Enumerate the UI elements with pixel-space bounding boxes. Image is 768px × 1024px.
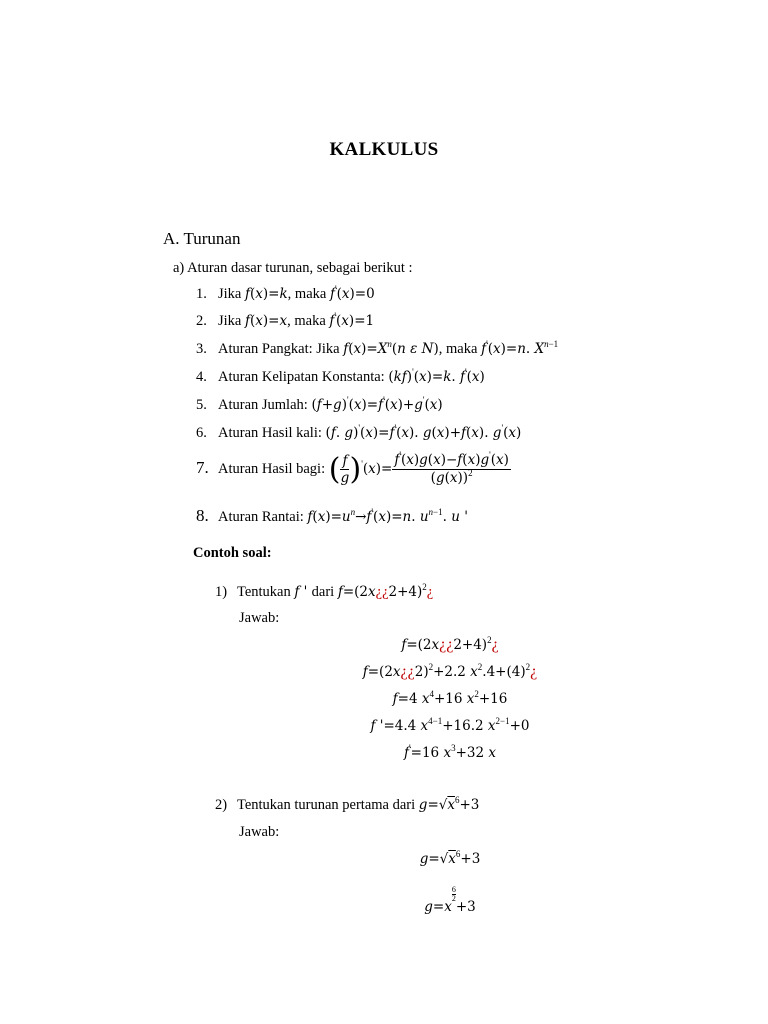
rule-mid-text: , maka xyxy=(438,341,482,357)
solution-line: g=x $^{\frac{6}{2}}$ +3 xyxy=(424,885,476,915)
solution-line: f '=4.4 $x^{4-1}+16.2$ $x^{2-1}+0$ xyxy=(370,716,530,734)
contoh-soal-heading: Contoh soal: xyxy=(193,545,272,561)
rule-text: Jika xyxy=(218,286,245,302)
soal-number: 2) xyxy=(215,797,228,813)
rule-mid-text: , maka xyxy=(287,313,330,329)
solution-line: $g=√x^6+3$ xyxy=(419,849,481,867)
rule-5: 5. Aturan Jumlah: (f+g)'(x)=f'(x)+g'(x) xyxy=(196,395,443,413)
quotient-rule-fraction: $\frac{f'(x)g(x)-f(x)g'(x)}{(g(x))^2}$ xyxy=(394,450,509,486)
subsection-a: a) Aturan dasar turunan, sebagai berikut : xyxy=(173,260,413,276)
jawab-label: Jawab: xyxy=(239,824,280,840)
rule-7: 7. Aturan Hasil bagi: ( $\frac{f}{g}$ )'(x)= $\frac{f'(x)g(x)-f(x)g'(x)}{(g(x))^2}$ xyxy=(196,450,509,487)
rule-text: Aturan Pangkat: Jika xyxy=(218,341,344,357)
soal-number: 1) xyxy=(215,584,228,600)
rule-text: Jika xyxy=(218,313,245,329)
rule-text: Aturan Kelipatan Konstanta: xyxy=(218,369,389,385)
rule-3: 3. Aturan Pangkat: Jika $f(x)=X^n(n$ ε N), maka f'(x)=n. $X^{n-1}$ xyxy=(196,339,559,357)
solution-line: f=4 $x^4+16$ $x^2+16$ xyxy=(392,689,508,707)
formula: f xyxy=(244,286,250,302)
solution-1 xyxy=(0,636,768,771)
rule-number: 8. xyxy=(196,506,209,525)
soal-1: 1) Tentukan f ' dari f=(2x¿¿2+4)$^2$¿ xyxy=(215,582,434,600)
rule-text: Aturan Hasil kali: xyxy=(218,425,326,441)
rule-text: Aturan Rantai: xyxy=(218,509,308,525)
rule-4: 4. Aturan Kelipatan Konstanta: (kf)'(x)=k. f'(x) xyxy=(196,367,485,385)
rule-number: 5. xyxy=(196,397,207,413)
soal-text-dari: dari xyxy=(311,584,338,600)
jawab-label: Jawab: xyxy=(239,610,280,626)
rule-text: Aturan Jumlah: xyxy=(218,397,312,413)
soal-2: 2) Tentukan turunan pertama dari $g=√x^6+3$ xyxy=(215,795,480,813)
rule-number: 1. xyxy=(196,286,207,302)
rule-number: 4. xyxy=(196,369,207,385)
soal-text: Tentukan turunan pertama dari xyxy=(237,797,419,813)
rule-1: 1. Jika f(x)=k, maka f'(x)=0 xyxy=(196,284,375,302)
rule-number: 6. xyxy=(196,425,207,441)
solution-line: f=(2x¿¿2+4)$^2$¿ xyxy=(401,635,499,653)
solution-line: f=(2x¿¿2)$^2$+2.2 $x^2.4+(4)^2¿$ xyxy=(362,662,538,680)
page-title: KALKULUS xyxy=(329,139,439,160)
solution-2 xyxy=(0,850,768,916)
rule-8: 8. Aturan Rantai: $f(x)=u^n\to f'(x)=n$. $u^{n-1}$. u ' xyxy=(196,506,468,525)
rule-number: 7. xyxy=(196,457,209,477)
fraction-f-over-g: $\frac{f}{g}$ xyxy=(340,453,350,486)
solution-line: f'=16 $x^3+32$ x xyxy=(404,743,496,761)
rule-number: 3. xyxy=(196,341,207,357)
rule-2: 2. Jika f(x)=x, maka f'(x)=1 xyxy=(196,311,375,329)
rule-number: 2. xyxy=(196,313,207,329)
soal-text: Tentukan xyxy=(237,584,295,600)
section-heading: A. Turunan xyxy=(163,229,241,248)
rule-mid-text: , maka xyxy=(287,286,330,302)
rule-6: 6. Aturan Hasil kali: (f. g)'(x)=f'(x). g(x)+f(x). g'(x) xyxy=(196,423,522,441)
rule-text: Aturan Hasil bagi: xyxy=(218,460,329,477)
